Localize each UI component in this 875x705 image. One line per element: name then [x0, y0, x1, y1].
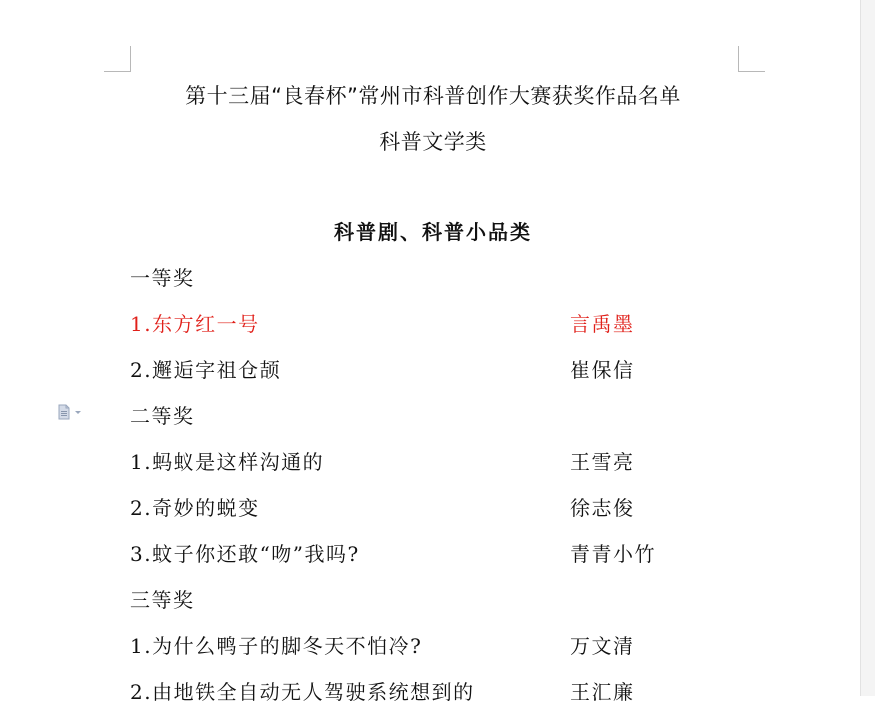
entry-title: 2.邂逅字祖仓颉: [130, 358, 282, 382]
award-heading-first: 一等奖: [130, 266, 195, 290]
entry-author: 王雪亮: [570, 450, 635, 474]
crop-mark-top-right: [738, 46, 739, 72]
document-title: 第十三届“良春杯”常州市科普创作大赛获奖作品名单: [185, 84, 681, 108]
section-heading: 科普剧、科普小品类: [334, 220, 532, 244]
vertical-scrollbar[interactable]: [860, 0, 875, 696]
entry-author: 万文清: [570, 634, 635, 658]
entry-title: 1.为什么鸭子的脚冬天不怕冷?: [130, 634, 423, 658]
entry-author: 言禹墨: [570, 312, 635, 336]
entry-title: 3.蚊子你还敢“吻”我吗?: [130, 542, 360, 566]
entry-title: 2.奇妙的蜕变: [130, 496, 260, 520]
award-heading-second: 二等奖: [130, 404, 195, 428]
entry-title: 2.由地铁全自动无人驾驶系统想到的: [130, 680, 475, 704]
entry-author: 崔保信: [570, 358, 635, 382]
crop-mark-top-right: [738, 71, 765, 72]
entry-author: 王汇廉: [570, 680, 635, 704]
award-heading-third: 三等奖: [130, 588, 195, 612]
entry-title: 1.蚂蚁是这样沟通的: [130, 450, 325, 474]
entry-author: 青青小竹: [570, 542, 656, 566]
entry-author: 徐志俊: [570, 496, 635, 520]
document-category: 科普文学类: [379, 130, 487, 154]
entry-title: 1.东方红一号: [130, 312, 260, 336]
document-options-icon[interactable]: [57, 404, 83, 420]
crop-mark-top-left: [130, 46, 131, 72]
crop-mark-top-left: [104, 71, 131, 72]
